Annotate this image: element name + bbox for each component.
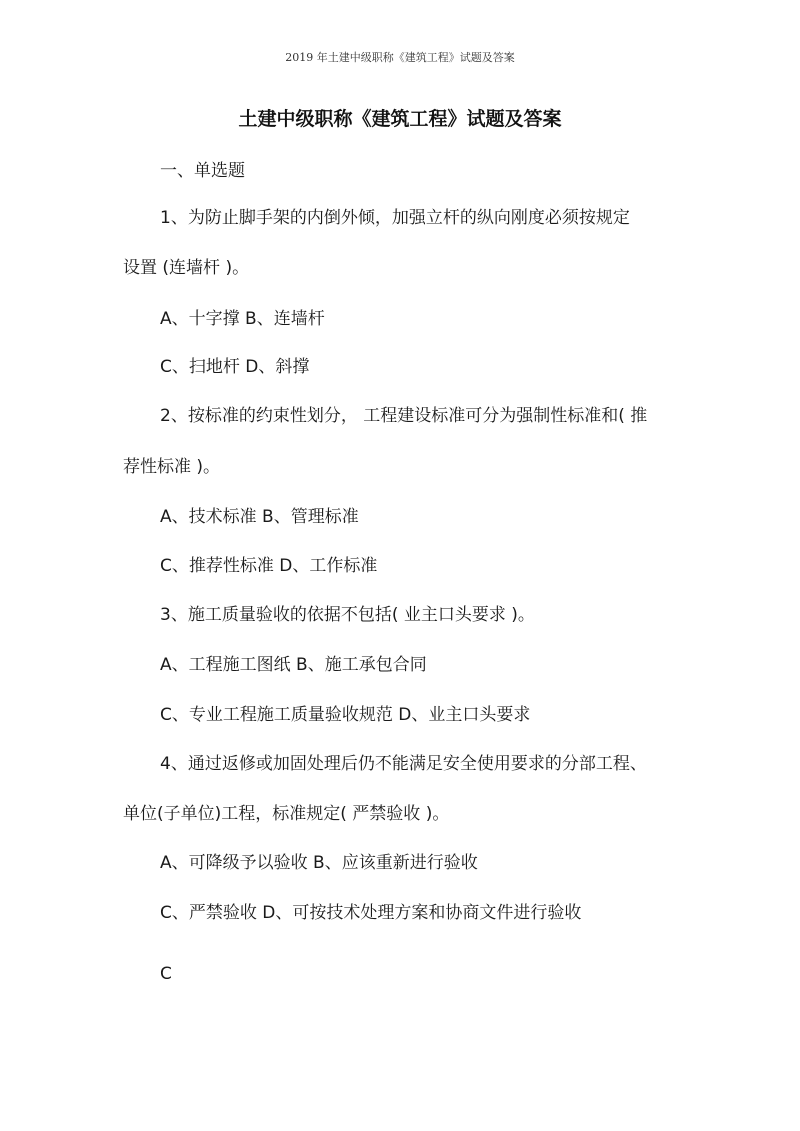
question-2-options-line2: C、推荐性标准 D、工作标准 bbox=[160, 556, 378, 576]
trailing-answer-text: C bbox=[160, 964, 172, 984]
question-1-stem-line1: 1、为防止脚手架的内倒外倾，加强立杆的纵向刚度必须按规定 bbox=[160, 208, 630, 228]
question-1-options-line1: A、十字撑 B、连墙杆 bbox=[160, 309, 325, 329]
question-4-stem-line2: 单位(子单位)工程，标准规定( 严禁验收 )。 bbox=[123, 804, 450, 824]
question-4-stem-line1: 4、通过返修或加固处理后仍不能满足安全使用要求的分部工程、 bbox=[160, 754, 647, 774]
question-1-options-line2: C、扫地杆 D、斜撑 bbox=[160, 357, 310, 377]
document-title: 土建中级职称《建筑工程》试题及答案 bbox=[238, 108, 562, 130]
question-2-stem-line1: 2、按标准的约束性划分， 工程建设标准可分为强制性标准和( 推 bbox=[160, 406, 648, 426]
question-4-options-line2: C、严禁验收 D、可按技术处理方案和协商文件进行验收 bbox=[160, 903, 582, 923]
section-heading: 一、单选题 bbox=[160, 161, 245, 181]
question-2-options-line1: A、技术标准 B、管理标准 bbox=[160, 507, 359, 527]
question-3-options-line2: C、专业工程施工质量验收规范 D、业主口头要求 bbox=[160, 705, 531, 725]
question-3-options-line1: A、工程施工图纸 B、施工承包合同 bbox=[160, 655, 427, 675]
question-3-stem-line1: 3、施工质量验收的依据不包括( 业主口头要求 )。 bbox=[160, 605, 535, 625]
question-1-stem-line2: 设置 (连墙杆 )。 bbox=[123, 258, 250, 278]
question-2-stem-line2: 荐性标准 )。 bbox=[123, 457, 221, 477]
question-4-options-line1: A、可降级予以验收 B、应该重新进行验收 bbox=[160, 853, 478, 873]
running-header: 2019 年土建中级职称《建筑工程》试题及答案 bbox=[285, 51, 515, 64]
